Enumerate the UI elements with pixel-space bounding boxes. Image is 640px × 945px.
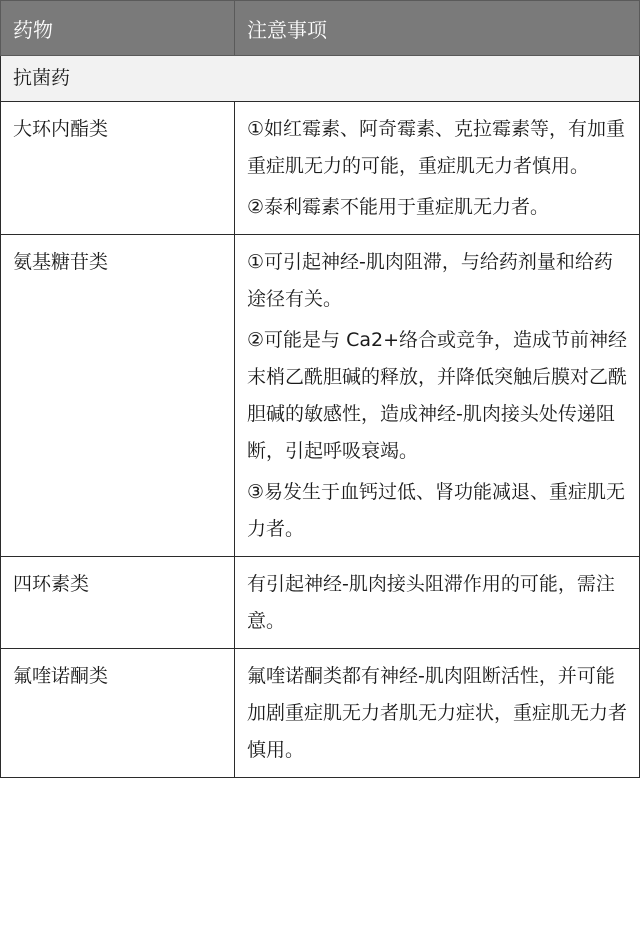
precaution-cell (235, 102, 640, 235)
precaution-text: ③易发生于血钙过低、肾功能减退、重症肌无力者。 (247, 481, 626, 540)
header-precautions: 注意事项 (235, 1, 640, 56)
precaution-cell (235, 557, 640, 649)
category-row (1, 56, 640, 102)
header-drug: 药物 (1, 1, 235, 56)
drug-name: 氨基糖苷类 (1, 235, 235, 557)
table-header-row (1, 1, 640, 56)
table-row (1, 102, 640, 235)
precaution-cell (235, 235, 640, 557)
precaution-text: 有引起神经-肌肉接头阻滞作用的可能，需注意。 (247, 573, 615, 632)
precaution-text: ②可能是与 Ca2+络合或竞争，造成节前神经末梢乙酰胆碱的释放，并降低突触后膜对乙酰胆碱的敏感性，造成神经-肌肉接头处传递阻断，引起呼吸衰竭。 (247, 329, 628, 462)
precaution-text: 氟喹诺酮类都有神经-肌肉阻断活性，并可能加剧重症肌无力者肌无力症状，重症肌无力者慎用。 (247, 665, 628, 761)
precaution-cell (235, 649, 640, 778)
drug-name: 大环内酯类 (1, 102, 235, 235)
precaution-text: ①可引起神经-肌肉阻滞，与给药剂量和给药途径有关。 (247, 251, 613, 310)
precaution-text: ①如红霉素、阿奇霉素、克拉霉素等，有加重重症肌无力的可能，重症肌无力者慎用。 (247, 118, 626, 177)
category-label: 抗菌药 (1, 56, 640, 102)
drug-name: 四环素类 (1, 557, 235, 649)
table-row (1, 557, 640, 649)
precaution-text: ②泰利霉素不能用于重症肌无力者。 (247, 196, 550, 218)
drug-name: 氟喹诺酮类 (1, 649, 235, 778)
table-row (1, 649, 640, 778)
table-row (1, 235, 640, 557)
